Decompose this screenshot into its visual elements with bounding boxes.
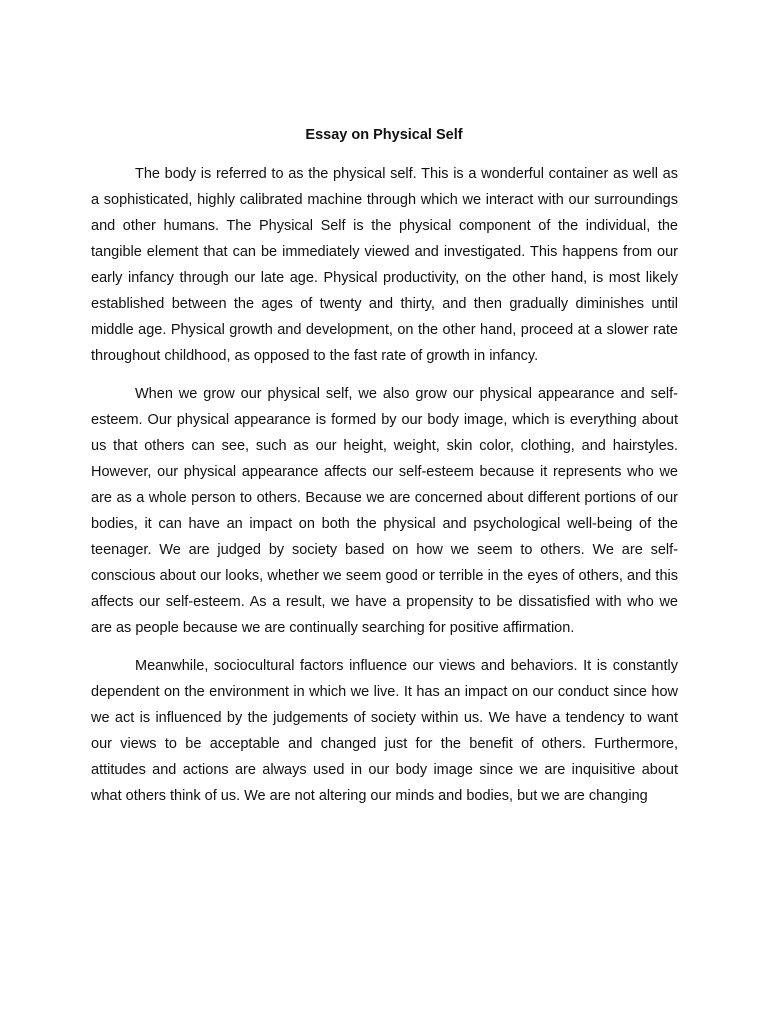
paragraph-3: Meanwhile, sociocultural factors influence our views and behaviors. It is constantly dependent on the environment in which we live. It has an impact on our conduct since how we act is influenced by the judgements of society within us. We have a tendency to want our views to be acceptable and changed just for the benefit of others. Furthermore, attitudes and actions are always used in our body image since we are inquisitive about what others think of us. We are not altering our minds and bodies, but we are changing: [91, 658, 678, 804]
essay-body: [91, 161, 678, 809]
paragraph-2: When we grow our physical self, we also grow our physical appearance and self-esteem. Our physical appearance is formed by our body image, which is everything about us that others can see, such as our height, weight, skin color, clothing, and hairstyles. However, our physical appearance affects our self-esteem because it represents who we are as a whole person to others. Because we are concerned about different portions of our bodies, it can have an impact on both the physical and psychological well-being of the teenager. We are judged by society based on how we seem to others. We are self-conscious about our looks, whether we seem good or terrible in the eyes of others, and this affects our self-esteem. As a result, we have a propensity to be dissatisfied with who we are as people because we are continually searching for positive affirmation.: [91, 386, 678, 636]
essay-title: Essay on Physical Self: [305, 127, 463, 143]
paragraph-1: The body is referred to as the physical self. This is a wonderful container as well as a sophisticated, highly calibrated machine through which we interact with our surroundings and other humans. The Physical Self is the physical component of the individual, the tangible element that can be immediately viewed and investigated. This happens from our early infancy through our late age. Physical productivity, on the other hand, is most likely established between the ages of twenty and thirty, and then gradually diminishes until middle age. Physical growth and development, on the other hand, proceed at a slower rate throughout childhood, as opposed to the fast rate of growth in infancy.: [91, 166, 678, 364]
